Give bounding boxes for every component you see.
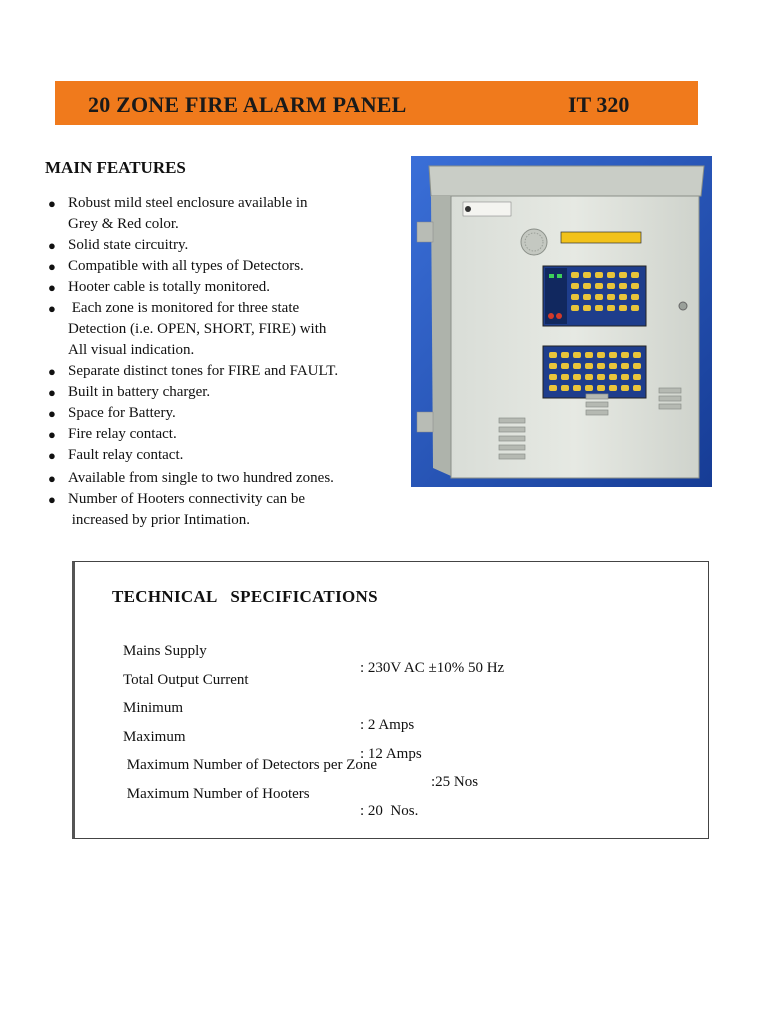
list-item: ● Number of Hooters connectivity can be increased by prior Intimation. [48,491,306,528]
spec-label: Maximum Number of Detectors per Zone [123,757,378,773]
title-banner [55,81,698,125]
list-item: ● Fault relay contact. [44,445,404,466]
spec-label: Total Output Current [123,672,249,688]
features-heading: MAIN FEATURES [45,158,186,177]
spec-label: Minimum [123,700,184,716]
bullet-icon: ● [48,301,56,316]
spec-label: Maximum Number of Hooters [123,786,310,802]
list-item: ● Solid state circuitry. [44,235,404,256]
list-item: ● Space for Battery. [44,403,404,424]
fire-alarm-panel-illustration [411,156,712,487]
spec-label: Mains Supply [123,643,207,659]
spec-value: :25 Nos [431,774,479,790]
list-item: ● Each zone is monitored for three state Detection (i.e. OPEN, SHORT, FIRE) with All visual indication. [48,300,327,358]
bullet-icon: ● [48,385,56,400]
specifications-box [72,561,709,839]
list-item: ● Built in battery charger. [44,382,404,403]
model-number: IT 320 [568,92,630,117]
document-title: 20 ZONE FIRE ALARM PANEL [88,92,407,117]
list-item: ● Fire relay contact. [44,424,404,445]
feature-list [44,193,404,531]
bullet-icon: ● [48,448,56,463]
bullet-icon: ● [48,280,56,295]
list-item: ● Hooter cable is totally monitored. [44,277,404,298]
list-item: ● Robust mild steel enclosure available in Grey & Red color. [48,195,308,232]
bullet-icon: ● [48,427,56,442]
spec-value: : 20 Nos. [360,803,419,819]
bullet-icon: ● [48,492,56,507]
bullet-icon: ● [48,471,56,486]
bullet-icon: ● [48,259,56,274]
list-item: ● Separate distinct tones for FIRE and FAULT. [44,361,404,382]
list-item: ● Available from single to two hundred zones. [44,468,404,489]
bullet-icon: ● [48,238,56,253]
list-item: ● Compatible with all types of Detectors. [44,256,404,277]
spec-value: : 2 Amps [360,717,415,733]
spec-row [75,769,419,837]
specifications-heading: TECHNICAL SPECIFICATIONS [112,587,378,606]
product-photo [411,156,712,487]
bullet-icon: ● [48,406,56,421]
spec-label: Maximum [123,729,186,745]
spec-value: : 230V AC ±10% 50 Hz [360,660,505,676]
bullet-icon: ● [48,196,56,211]
bullet-icon: ● [48,364,56,379]
spec-value: : 12 Amps [360,746,422,762]
